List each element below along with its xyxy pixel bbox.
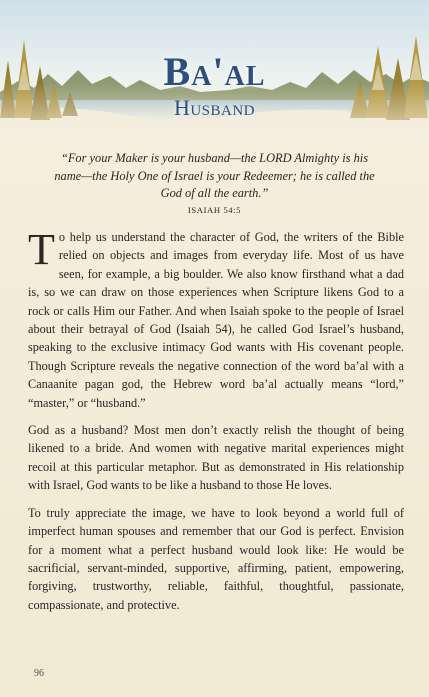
body-text xyxy=(28,225,404,623)
paragraph-1-text: o help us understand the character of God, the writers of the Bible relied on objects and images from everyday life. Most of us have seen, for example, a big boulder. We also know firsthand what a dad is, so we can draw on those experiences when Scripture likens God to a rock or calls Him our Father. And when Isaiah spoke to the people of Israel about their betrayal of God (Isaiah 54), he called God Israel’s husband, speaking to the exclusive intimacy God wants with His covenant people. Though Scripture reveals the negative connection of the word ba’al with a Canaanite pagan god, the Hebrew word ba’al actually means “lord,” “master,” or “husband.” xyxy=(28,230,404,410)
epigraph-reference: ISAIAH 54:5 xyxy=(187,205,242,215)
paragraph-3: To truly appreciate the image, we have to look beyond a world full of imperfect human spouses and remember that our God is perfect. Envision for a moment what a perfect husband would look like: He would be sacrificial, servant-minded, supportive, affirming, patient, empowering, forgiving, trustworthy, reliable, faithful, thoughtful, passionate, compassionate, and protective. xyxy=(28,505,404,612)
page-title: Ba'al xyxy=(163,49,266,94)
paragraph-1 xyxy=(28,225,404,412)
page-subtitle: Husband xyxy=(173,95,256,120)
epigraph-quote: “For your Maker is your husband—the LORD Almighty is his name—the Holy One of Israel is your Redeemer; he is called the God of all the earth.” xyxy=(54,151,375,200)
drop-cap: T xyxy=(28,225,55,274)
page-number: 96 xyxy=(34,668,44,679)
paragraph-2: God as a husband? Most men don’t exactly relish the thought of being likened to a bride. And women with negative marital experiences might recoil at this particular metaphor. But as demonstrated in His relationship with Israel, God wants to be like a husband to those He loves. xyxy=(28,423,404,493)
title-block xyxy=(0,49,429,120)
